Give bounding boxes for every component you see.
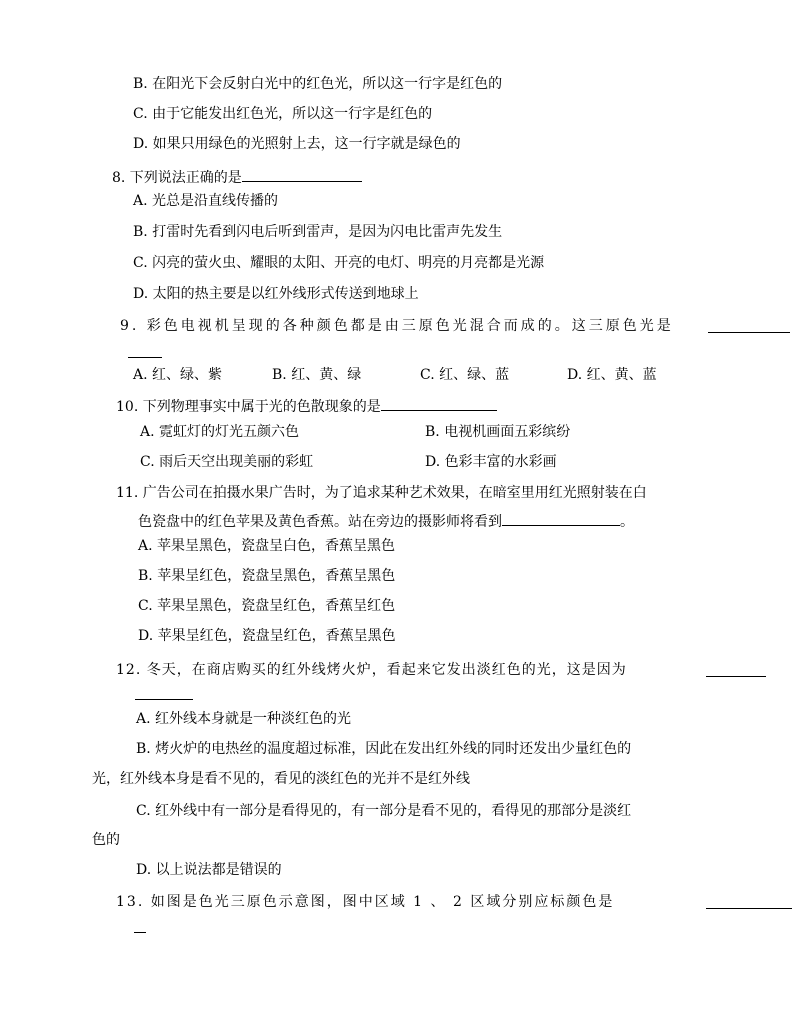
q11-stem-line2-text: 色瓷盘中的红色苹果及黄色香蕉。站在旁边的摄影师将看到: [138, 514, 502, 530]
q10-stem: [116, 396, 497, 416]
q9-answer-blank-2: [128, 343, 162, 358]
q10-option-c: C. 雨后天空出现美丽的彩虹: [140, 454, 314, 470]
q11-option-a: A. 苹果呈黑色，瓷盘呈白色，香蕉呈黑色: [138, 538, 396, 554]
q13-answer-blank-1: [706, 894, 792, 909]
q12-answer-blank-1: [706, 662, 766, 677]
q10-option-d: D. 色彩丰富的水彩画: [425, 454, 557, 470]
q9-option-b: B. 红、黄、绿: [272, 367, 362, 383]
q7-option-b: B. 在阳光下会反射白光中的红色光，所以这一行字是红色的: [133, 76, 503, 92]
q7-option-d: D. 如果只用绿色的光照射上去，这一行字就是绿色的: [133, 136, 461, 152]
q11-option-d: D. 苹果呈红色，瓷盘呈红色，香蕉呈黑色: [138, 628, 396, 644]
q8-option-b: B. 打雷时先看到闪电后听到雷声，是因为闪电比雷声先发生: [133, 224, 503, 240]
q12-option-c-line1: C. 红外线中有一部分是看得见的，有一部分是看不见的，看得见的那部分是淡红: [136, 803, 632, 819]
q9-option-d: D. 红、黄、蓝: [567, 367, 657, 383]
q12-option-a: A. 红外线本身就是一种淡红色的光: [136, 711, 352, 727]
q13-stem: 13. 如图是色光三原色示意图，图中区域 1 、 2 区域分别应标颜色是: [116, 894, 615, 910]
q12-option-d: D. 以上说法都是错误的: [136, 862, 282, 878]
q11-stem-line1: 11. 广告公司在拍摄水果广告时，为了追求某种艺术效果，在暗室里用红光照射装在白: [116, 485, 647, 501]
q10-option-b: B. 电视机画面五彩缤纷: [425, 424, 571, 440]
q11-option-c: C. 苹果呈黑色，瓷盘呈红色，香蕉呈红色: [138, 598, 396, 614]
q8-option-a: A. 光总是沿直线传播的: [133, 193, 279, 209]
q9-answer-blank-1: [708, 318, 790, 333]
q12-stem: 12. 冬天，在商店购买的红外线烤火炉，看起来它发出淡红色的光，这是因为: [116, 662, 627, 678]
q9-stem-text: 9. 彩色电视机呈现的各种颜色都是由三原色光混合而成的。这三原色光是: [120, 318, 674, 334]
q9-option-a: A. 红、绿、紫: [133, 367, 223, 383]
q11-answer-blank: [502, 511, 620, 526]
q9-option-c: C. 红、绿、蓝: [420, 367, 510, 383]
q8-stem: [112, 167, 362, 187]
q13-answer-blank-2: [134, 918, 146, 933]
q12-option-b-line1: B. 烤火炉的电热丝的温度超过标准，因此在发出红外线的同时还发出少量红色的: [136, 741, 632, 757]
q11-stem-line2: [138, 511, 634, 531]
q11-option-b: B. 苹果呈红色，瓷盘呈黑色，香蕉呈黑色: [138, 568, 396, 584]
q10-answer-blank: [381, 396, 497, 411]
q7-option-c: C. 由于它能发出红色光，所以这一行字是红色的: [133, 106, 433, 122]
q8-option-d: D. 太阳的热主要是以红外线形式传送到地球上: [133, 286, 419, 302]
q11-stem-end: 。: [620, 514, 634, 530]
q10-stem-text: 10. 下列物理事实中属于光的色散现象的是: [116, 399, 381, 415]
q12-option-b-line2: 光，红外线本身是看不见的，看见的淡红色的光并不是红外线: [92, 771, 470, 787]
q12-option-c-line2: 色的: [92, 832, 120, 848]
q12-answer-blank-2: [135, 685, 193, 700]
q8-answer-blank: [242, 167, 362, 182]
q8-stem-text: 8. 下列说法正确的是: [112, 170, 242, 186]
q9-stem: [120, 317, 674, 335]
q8-option-c: C. 闪亮的萤火虫、耀眼的太阳、开亮的电灯、明亮的月亮都是光源: [133, 255, 545, 271]
q10-option-a: A. 霓虹灯的灯光五颜六色: [140, 424, 300, 440]
